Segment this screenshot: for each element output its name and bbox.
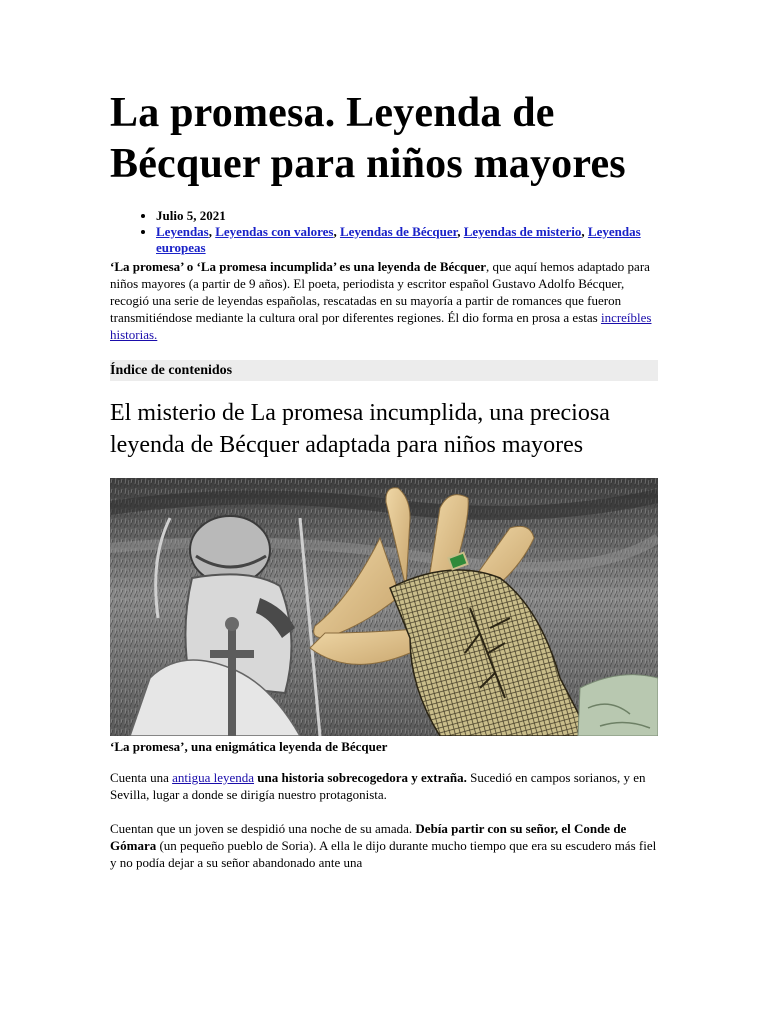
category-link-leyendas-con-valores[interactable]: Leyendas con valores (215, 224, 334, 239)
image-caption: ‘La promesa’, una enigmática leyenda de Bécquer (110, 739, 388, 754)
article-title: La promesa. Leyenda de Bécquer para niños mayores (110, 90, 626, 187)
category-separator: , (208, 224, 216, 239)
paragraph-bold: una historia sobrecogedora y extraña. (257, 770, 467, 785)
paragraph-bold: Debía partir con su señor, el Conde de Gómara (110, 821, 627, 853)
category-separator: , (581, 224, 588, 239)
antigua-leyenda-link[interactable]: antigua leyenda (172, 770, 255, 785)
category-link-leyendas-de-becquer[interactable]: Leyendas de Bécquer (339, 224, 458, 239)
intro-paragraph (110, 258, 658, 343)
knight-and-hand-illustration (110, 478, 658, 736)
post-date: • Julio 5, 2021 (156, 208, 658, 224)
paragraph-text: Cuenta una (110, 770, 173, 785)
post-meta (110, 208, 658, 256)
category-link-leyendas-de-misterio[interactable]: Leyendas de misterio (463, 224, 582, 239)
paragraph-text: Cuentan que un joven se despidió una noche de su amada. (110, 821, 416, 836)
article (110, 88, 658, 871)
category-separator: , (457, 224, 464, 239)
body-paragraph-2 (110, 820, 658, 871)
table-of-contents-toggle[interactable]: Índice de contenidos (110, 360, 658, 381)
article-illustration (110, 478, 658, 736)
post-categories (156, 224, 658, 256)
paragraph-text: (un pequeño pueblo de Soria). A ella le dijo durante mucho tiempo que era su escudero más fiel y no podía dejar a su señor abandonado ante una (110, 838, 657, 870)
paragraph-text: Sucedió en campos sorianos, y en Sevilla, lugar a donde se dirigía nuestro protagonista. (110, 770, 646, 802)
body-paragraph-1 (110, 769, 658, 803)
category-link-leyendas[interactable]: Leyendas (156, 224, 209, 239)
section-title: El misterio de La promesa incumplida, una preciosa leyenda de Bécquer adaptada para niños mayores (110, 400, 610, 458)
category-separator: , (333, 224, 340, 239)
intro-link[interactable]: increíbles historias. (110, 310, 652, 342)
intro-bold: ‘La promesa’ o ‘La promesa incumplida’ es una leyenda de Bécquer (110, 259, 487, 274)
intro-text: , que aquí hemos adaptado para niños mayores (a partir de 9 años). El poeta, periodista y escritor español Gustavo Adolfo Bécquer, recogió una serie de leyendas españolas, rescatadas en su mayoría a partir de romances que fueron transmitiéndose mediante la cultura oral por diferentes regiones. Él dio forma en prosa a estas (110, 259, 650, 325)
category-link-leyendas-europeas[interactable]: Leyendas europeas (156, 224, 641, 255)
